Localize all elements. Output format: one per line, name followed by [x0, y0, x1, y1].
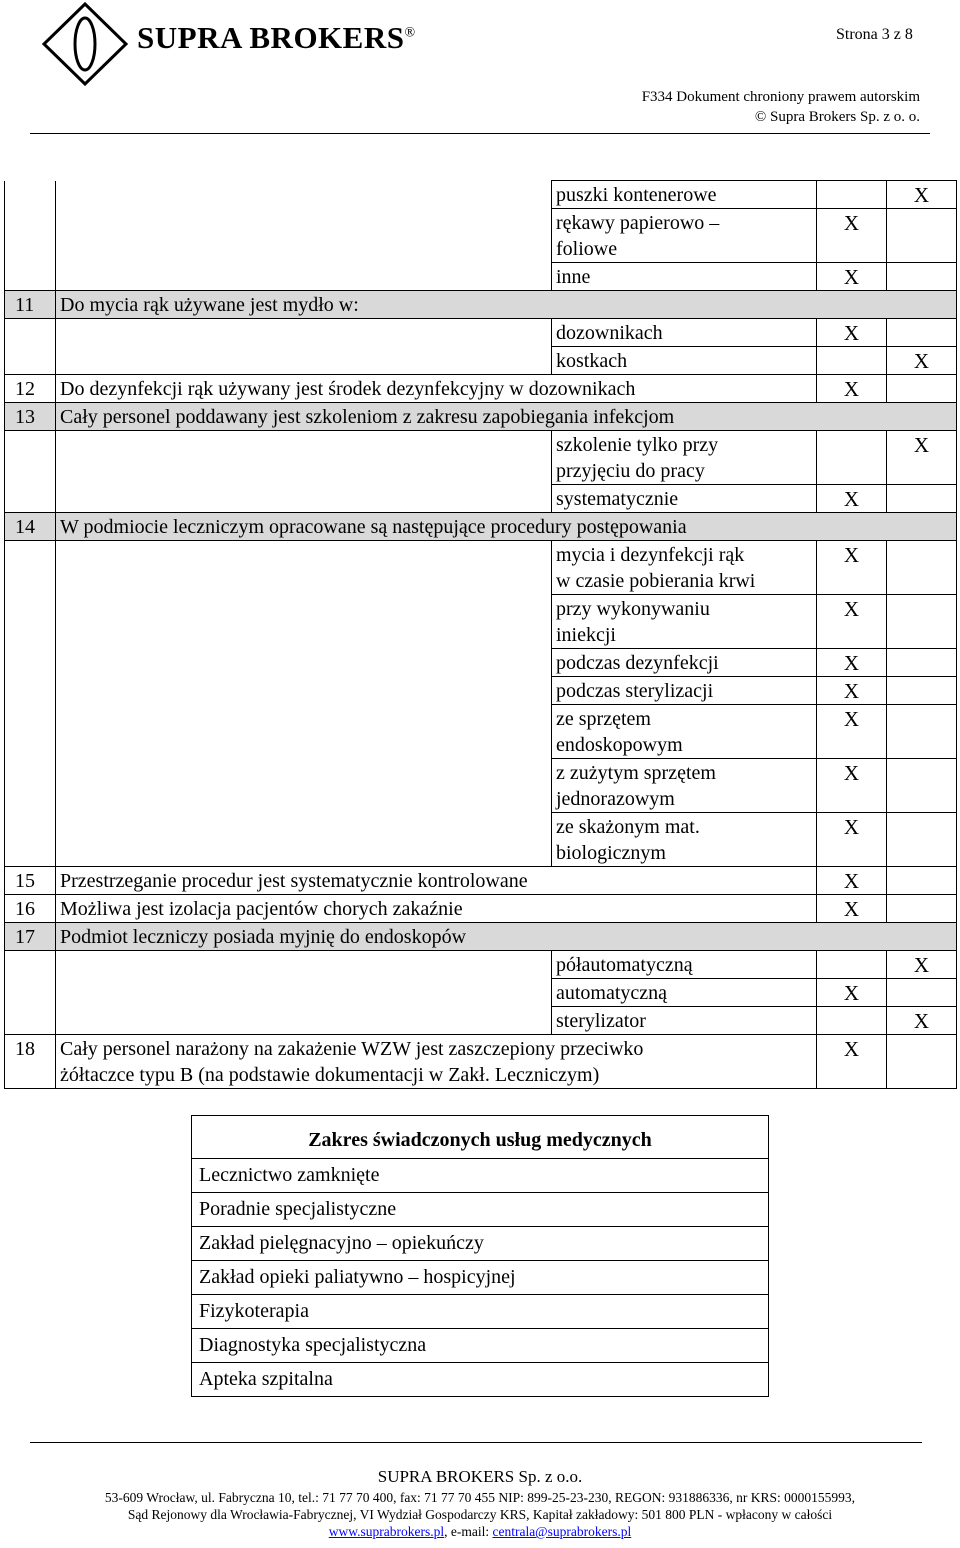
mark-yes	[817, 951, 887, 979]
table-row	[5, 513, 957, 541]
services-title: Zakres świadczonych usług medycznych	[192, 1116, 769, 1159]
mark-no	[887, 595, 957, 649]
mark-no	[887, 649, 957, 677]
table-row	[5, 541, 957, 595]
row-question	[56, 895, 817, 923]
row-option	[552, 649, 817, 677]
footer-divider	[30, 1442, 922, 1443]
mark-no: X	[887, 951, 957, 979]
option-label: sterylizator	[556, 1010, 646, 1032]
mark-no	[887, 979, 957, 1007]
row-option	[552, 1007, 817, 1035]
row-option	[552, 979, 817, 1007]
row-question: Podmiot leczniczy posiada myjnię do endoskopów	[56, 923, 957, 951]
mark-no: X	[887, 347, 957, 375]
option-label: szkolenie tylko przy	[556, 434, 719, 456]
list-item	[192, 1261, 769, 1295]
mark-yes: X	[817, 595, 887, 649]
copyright-line: © Supra Brokers Sp. z o. o.	[754, 109, 920, 125]
list-item	[192, 1159, 769, 1193]
table-row	[5, 431, 957, 485]
row-number: 18	[5, 1035, 56, 1089]
row-option	[552, 319, 817, 347]
option-label-cont: w czasie pobierania krwi	[556, 570, 756, 592]
row-option	[552, 541, 817, 595]
list-item	[192, 1363, 769, 1397]
row-option	[552, 209, 817, 263]
row-option	[552, 813, 817, 867]
service-item: Poradnie specjalistyczne	[192, 1193, 769, 1227]
service-item: Zakład opieki paliatywno – hospicyjnej	[192, 1261, 769, 1295]
row-blank	[56, 951, 552, 979]
mark-yes: X	[817, 541, 887, 595]
row-blank	[56, 677, 552, 705]
service-item: Apteka szpitalna	[192, 1363, 769, 1397]
brand-name: SUPRA BROKERS®	[137, 20, 416, 55]
header-divider	[30, 133, 930, 134]
row-question	[56, 375, 817, 403]
table-row	[5, 263, 957, 291]
mark-yes: X	[817, 649, 887, 677]
row-number: 17	[5, 923, 56, 951]
row-number-blank	[5, 677, 56, 705]
question-text: Do dezynfekcji rąk używany jest środek dezynfekcyjny w dozownikach	[60, 378, 636, 400]
mark-no	[887, 375, 957, 403]
row-blank	[56, 541, 552, 595]
question-text: Możliwa jest izolacja pacjentów chorych zakaźnie	[60, 898, 463, 920]
option-label: półautomatyczną	[556, 954, 693, 976]
mark-yes	[817, 431, 887, 485]
table-row	[5, 375, 957, 403]
option-label: podczas sterylizacji	[556, 680, 714, 702]
list-item	[192, 1329, 769, 1363]
mark-yes: X	[817, 209, 887, 263]
row-blank	[56, 263, 552, 291]
row-blank	[56, 319, 552, 347]
option-label: automatyczną	[556, 982, 668, 1004]
mark-no	[887, 1035, 957, 1089]
mark-yes: X	[817, 759, 887, 813]
row-number-blank	[5, 347, 56, 375]
table-row	[5, 1007, 957, 1035]
table-row	[5, 595, 957, 649]
row-blank	[56, 979, 552, 1007]
mark-no	[887, 867, 957, 895]
mark-no	[887, 895, 957, 923]
mark-yes: X	[817, 895, 887, 923]
row-number-blank	[5, 485, 56, 513]
row-number-blank	[5, 759, 56, 813]
option-label: systematycznie	[556, 488, 679, 510]
row-number-blank	[5, 1007, 56, 1035]
row-blank	[56, 485, 552, 513]
option-label: ze skażonym mat.	[556, 816, 700, 838]
table-row	[5, 209, 957, 263]
mark-yes: X	[817, 867, 887, 895]
row-blank	[56, 431, 552, 485]
row-question: W podmiocie leczniczym opracowane są następujące procedury postępowania	[56, 513, 957, 541]
row-number-blank	[5, 541, 56, 595]
mark-yes	[817, 347, 887, 375]
service-item: Fizykoterapia	[192, 1295, 769, 1329]
mark-no	[887, 759, 957, 813]
row-number-blank	[5, 181, 56, 209]
mark-yes: X	[817, 705, 887, 759]
row-option	[552, 705, 817, 759]
row-number-blank	[5, 979, 56, 1007]
row-blank	[56, 181, 552, 209]
company-logo	[40, 2, 130, 86]
row-number-blank	[5, 649, 56, 677]
row-number-blank	[5, 951, 56, 979]
mark-yes: X	[817, 319, 887, 347]
row-number: 14	[5, 513, 56, 541]
table-row	[5, 347, 957, 375]
mark-no	[887, 319, 957, 347]
mark-yes: X	[817, 263, 887, 291]
row-question: Cały personel poddawany jest szkoleniom z zakresu zapobiegania infekcjom	[56, 403, 957, 431]
row-number-blank	[5, 705, 56, 759]
row-blank	[56, 347, 552, 375]
mark-yes: X	[817, 375, 887, 403]
table-row	[5, 705, 957, 759]
option-label: dozownikach	[556, 322, 663, 344]
website-link[interactable]: www.suprabrokers.pl	[328, 1524, 445, 1539]
service-item: Lecznictwo zamknięte	[192, 1159, 769, 1193]
row-option	[552, 431, 817, 485]
row-number: 12	[5, 375, 56, 403]
row-option	[552, 595, 817, 649]
mark-no	[887, 541, 957, 595]
option-label-cont: endoskopowym	[556, 734, 683, 756]
row-option	[552, 759, 817, 813]
footer-court: Sąd Rejonowy dla Wrocławia-Fabrycznej, VI Wydział Gospodarczy KRS, Kapitał zakładowy: 501 800 PLN - wpłacony w całości	[127, 1507, 833, 1522]
row-number-blank	[5, 319, 56, 347]
mark-no	[887, 485, 957, 513]
registered-mark: ®	[404, 25, 416, 41]
list-item	[192, 1193, 769, 1227]
row-question	[56, 867, 817, 895]
question-text: Przestrzeganie procedur jest systematycznie kontrolowane	[60, 870, 528, 892]
row-number-blank	[5, 263, 56, 291]
option-label-cont: iniekcji	[556, 624, 616, 646]
footer-company: SUPRA BROKERS Sp. z o.o.	[377, 1467, 583, 1486]
option-label: ze sprzętem	[556, 708, 651, 730]
mark-yes: X	[817, 813, 887, 867]
footer-contact	[0, 1524, 960, 1540]
row-blank	[56, 649, 552, 677]
table-row	[5, 649, 957, 677]
mark-yes	[817, 1007, 887, 1035]
email-link[interactable]: centrala@suprabrokers.pl	[492, 1524, 632, 1539]
email-label: , e-mail:	[444, 1524, 493, 1539]
mark-no	[887, 677, 957, 705]
procedures-table	[4, 180, 957, 1089]
mark-yes: X	[817, 677, 887, 705]
mark-no	[887, 705, 957, 759]
row-number: 11	[5, 291, 56, 319]
table-row	[5, 485, 957, 513]
mark-no: X	[887, 181, 957, 209]
question-text: Cały personel narażony na zakażenie WZW jest zaszczepiony przeciwko	[60, 1038, 644, 1060]
table-row	[5, 677, 957, 705]
row-number: 15	[5, 867, 56, 895]
row-question: Do mycia rąk używane jest mydło w:	[56, 291, 957, 319]
option-label: przy wykonywaniu	[556, 598, 710, 620]
mark-no	[887, 263, 957, 291]
table-row	[5, 1035, 957, 1089]
row-option	[552, 677, 817, 705]
option-label-cont: przyjęciu do pracy	[556, 460, 705, 482]
row-blank	[56, 813, 552, 867]
mark-yes: X	[817, 979, 887, 1007]
table-row	[5, 895, 957, 923]
service-item: Zakład pielęgnacyjno – opiekuńczy	[192, 1227, 769, 1261]
mark-no	[887, 209, 957, 263]
copyright-note: F334 Dokument chroniony prawem autorskim	[641, 89, 920, 105]
row-option	[552, 181, 817, 209]
page-number: Strona 3 z 8	[836, 26, 913, 43]
table-row	[5, 867, 957, 895]
row-number-blank	[5, 209, 56, 263]
footer-address: 53-609 Wrocław, ul. Fabryczna 10, tel.: 71 77 70 400, fax: 71 77 70 455 NIP: 899-25-23-230, REGON: 931886336, nr KRS: 0000155993,	[104, 1490, 856, 1505]
row-number: 13	[5, 403, 56, 431]
mark-yes: X	[817, 485, 887, 513]
table-row	[5, 291, 957, 319]
option-label-cont: biologicznym	[556, 842, 666, 864]
mark-no: X	[887, 431, 957, 485]
question-text-cont: żółtaczce typu B (na podstawie dokumentacji w Zakł. Leczniczym)	[60, 1064, 600, 1086]
option-label: z zużytym sprzętem	[556, 762, 716, 784]
row-option	[552, 347, 817, 375]
table-row	[5, 181, 957, 209]
mark-yes: X	[817, 1035, 887, 1089]
row-blank	[56, 595, 552, 649]
table-row	[5, 759, 957, 813]
option-label: puszki kontenerowe	[556, 184, 717, 206]
mark-no	[887, 813, 957, 867]
option-label: kostkach	[556, 350, 628, 372]
list-item	[192, 1295, 769, 1329]
table-row	[5, 813, 957, 867]
option-label-cont: jednorazowym	[556, 788, 675, 810]
row-number-blank	[5, 431, 56, 485]
mark-yes	[817, 181, 887, 209]
services-table	[191, 1115, 769, 1397]
option-label: mycia i dezynfekcji rąk	[556, 544, 745, 566]
option-label: podczas dezynfekcji	[556, 652, 719, 674]
table-row	[5, 951, 957, 979]
table-row	[5, 319, 957, 347]
mark-no: X	[887, 1007, 957, 1035]
option-label-cont: foliowe	[556, 238, 618, 260]
option-label: rękawy papierowo –	[556, 212, 720, 234]
table-row	[5, 403, 957, 431]
option-label: inne	[556, 266, 591, 288]
service-item: Diagnostyka specjalistyczna	[192, 1329, 769, 1363]
table-row	[5, 979, 957, 1007]
row-number-blank	[5, 813, 56, 867]
row-option	[552, 485, 817, 513]
row-blank	[56, 759, 552, 813]
row-option	[552, 951, 817, 979]
row-question	[56, 1035, 817, 1089]
row-number-blank	[5, 595, 56, 649]
row-option	[552, 263, 817, 291]
table-row	[5, 923, 957, 951]
list-item	[192, 1227, 769, 1261]
row-blank	[56, 705, 552, 759]
row-blank	[56, 1007, 552, 1035]
row-number: 16	[5, 895, 56, 923]
row-blank	[56, 209, 552, 263]
